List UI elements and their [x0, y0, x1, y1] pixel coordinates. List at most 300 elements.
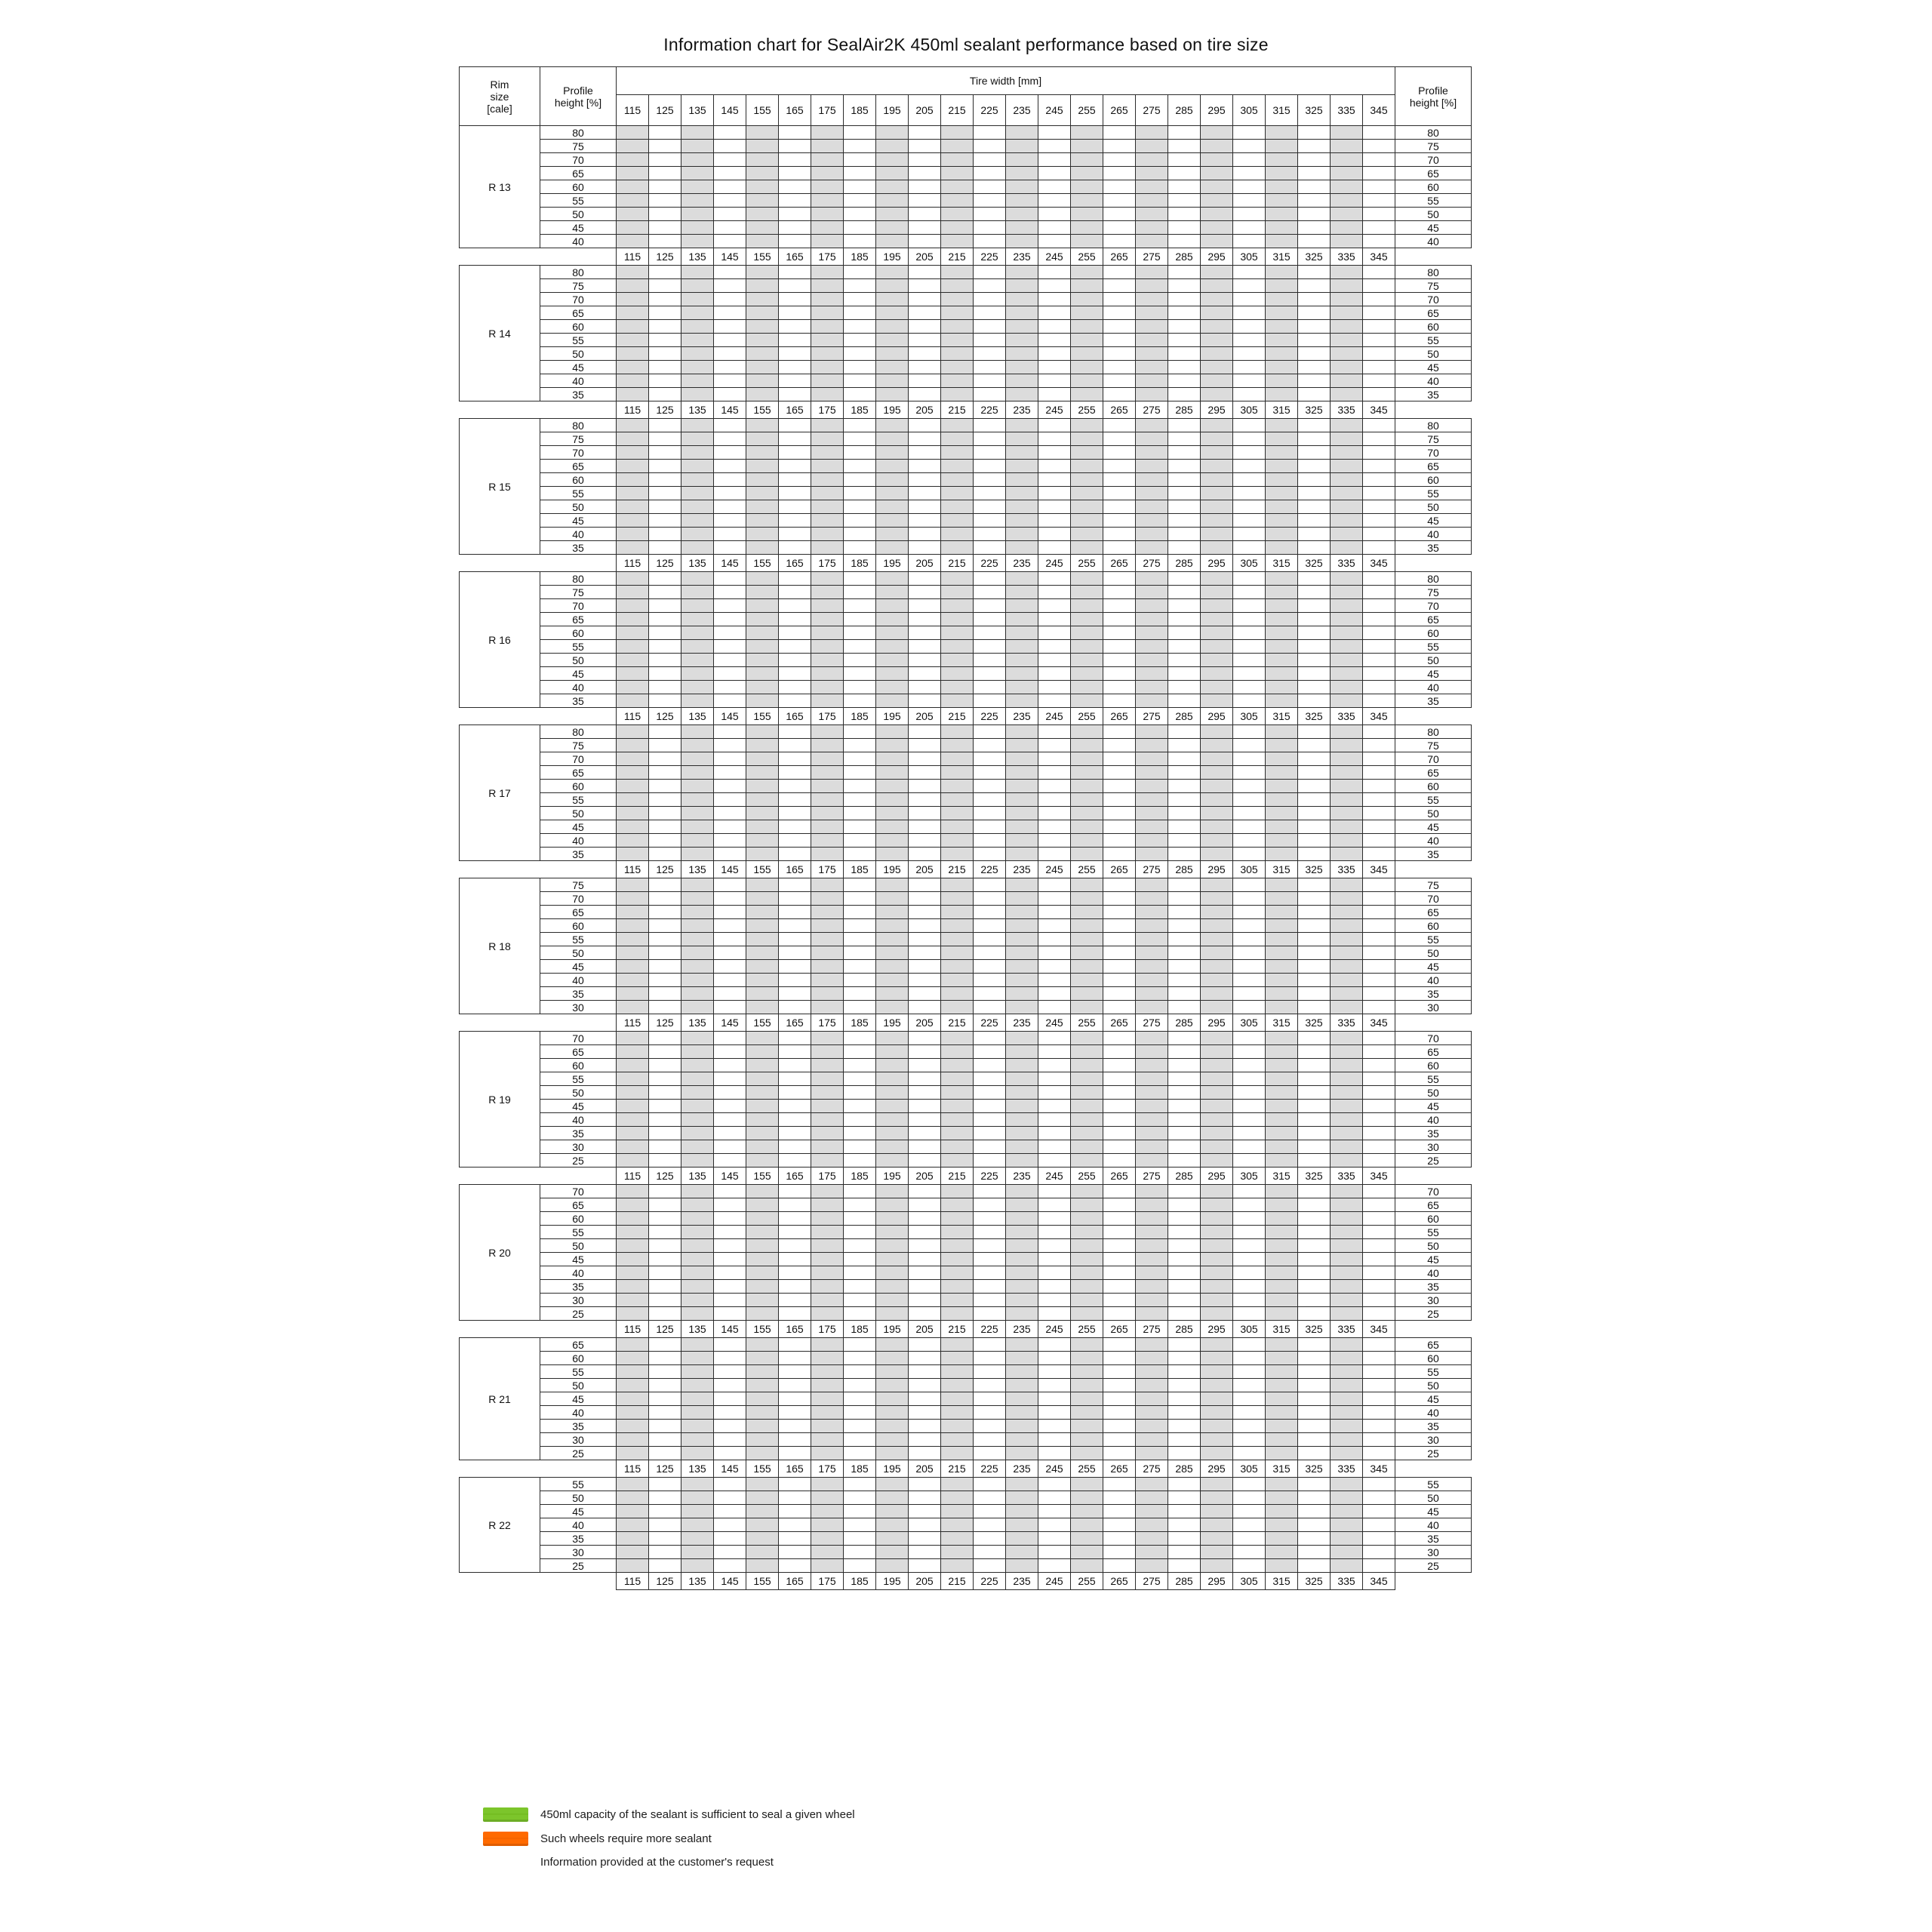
- grid-cell: [1168, 626, 1201, 640]
- grid-cell: [681, 987, 714, 1001]
- profile-height-left: 50: [540, 1379, 617, 1392]
- grid-cell: [1331, 1338, 1363, 1352]
- grid-cell: [811, 1559, 844, 1573]
- grid-cell: [617, 626, 649, 640]
- grid-cell: [1233, 1059, 1266, 1072]
- grid-cell: [779, 1072, 811, 1086]
- grid-cell: [1266, 626, 1298, 640]
- grid-cell: [1006, 933, 1038, 946]
- grid-cell: [649, 487, 681, 500]
- grid-cell: [681, 208, 714, 221]
- grid-cell: [844, 780, 876, 793]
- axis-width-345: 345: [1363, 401, 1395, 419]
- grid-cell: [909, 987, 941, 1001]
- grid-cell: [1298, 541, 1331, 555]
- grid-cell: [941, 221, 974, 235]
- grid-cell: [1201, 892, 1233, 906]
- grid-cell: [779, 500, 811, 514]
- grid-cell: [617, 987, 649, 1001]
- grid-cell: [1201, 293, 1233, 306]
- axis-width-235: 235: [1006, 861, 1038, 878]
- grid-cell: [1331, 320, 1363, 334]
- grid-cell: [1363, 586, 1395, 599]
- axis-width-305: 305: [1233, 555, 1266, 572]
- axis-width-275: 275: [1136, 401, 1168, 419]
- grid-cell: [681, 613, 714, 626]
- grid-cell: [811, 572, 844, 586]
- grid-cell: [681, 1253, 714, 1266]
- grid-cell: [714, 906, 746, 919]
- axis-width-325: 325: [1298, 708, 1331, 725]
- grid-cell: [1136, 1352, 1168, 1365]
- grid-cell: [844, 279, 876, 293]
- grid-cell: [617, 419, 649, 432]
- grid-cell: [1006, 681, 1038, 694]
- width-axis-repeat-row: [460, 1168, 1472, 1185]
- grid-cell: [974, 752, 1006, 766]
- grid-cell: [844, 528, 876, 541]
- table-row: [460, 654, 1472, 667]
- grid-cell: [617, 892, 649, 906]
- grid-cell: [1168, 1113, 1201, 1127]
- grid-cell: [681, 432, 714, 446]
- grid-cell: [617, 1253, 649, 1266]
- grid-cell: [811, 361, 844, 374]
- grid-cell: [974, 153, 1006, 167]
- grid-cell: [681, 807, 714, 820]
- grid-cell: [1136, 1505, 1168, 1518]
- grid-cell: [1006, 1239, 1038, 1253]
- grid-cell: [714, 1392, 746, 1406]
- grid-cell: [1363, 1100, 1395, 1113]
- grid-cell: [1331, 613, 1363, 626]
- grid-cell: [649, 460, 681, 473]
- grid-cell: [844, 1072, 876, 1086]
- grid-cell: [974, 500, 1006, 514]
- grid-cell: [876, 473, 909, 487]
- grid-cell: [649, 1352, 681, 1365]
- grid-cell: [844, 446, 876, 460]
- grid-cell: [1168, 460, 1201, 473]
- axis-width-125: 125: [649, 1168, 681, 1185]
- grid-cell: [974, 1365, 1006, 1379]
- grid-cell: [909, 1294, 941, 1307]
- grid-cell: [1298, 374, 1331, 388]
- grid-cell: [1168, 933, 1201, 946]
- spacer: [1395, 401, 1472, 419]
- grid-cell: [714, 1086, 746, 1100]
- grid-cell: [844, 1392, 876, 1406]
- grid-cell: [746, 1352, 779, 1365]
- axis-width-135: 135: [681, 861, 714, 878]
- axis-width-325: 325: [1298, 1573, 1331, 1590]
- grid-cell: [811, 1365, 844, 1379]
- profile-height-left: 40: [540, 1518, 617, 1532]
- grid-cell: [909, 974, 941, 987]
- grid-cell: [909, 626, 941, 640]
- grid-cell: [779, 1086, 811, 1100]
- grid-cell: [1103, 500, 1136, 514]
- grid-cell: [844, 807, 876, 820]
- grid-cell: [1331, 892, 1363, 906]
- grid-cell: [714, 347, 746, 361]
- grid-cell: [1266, 446, 1298, 460]
- grid-cell: [876, 126, 909, 140]
- grid-cell: [1298, 266, 1331, 279]
- rim-size-label-r14: R 14: [460, 266, 540, 401]
- grid-cell: [1201, 153, 1233, 167]
- grid-cell: [1103, 1198, 1136, 1212]
- grid-cell: [1363, 1433, 1395, 1447]
- grid-cell: [1103, 1420, 1136, 1433]
- grid-cell: [746, 1113, 779, 1127]
- grid-cell: [1298, 1505, 1331, 1518]
- grid-cell: [779, 752, 811, 766]
- grid-cell: [1331, 848, 1363, 861]
- grid-cell: [1331, 446, 1363, 460]
- grid-cell: [779, 1212, 811, 1226]
- grid-cell: [1071, 208, 1103, 221]
- grid-cell: [811, 1518, 844, 1532]
- grid-cell: [1266, 528, 1298, 541]
- grid-cell: [1006, 487, 1038, 500]
- grid-cell: [974, 1059, 1006, 1072]
- grid-cell: [1168, 1280, 1201, 1294]
- grid-cell: [779, 361, 811, 374]
- grid-cell: [909, 933, 941, 946]
- grid-cell: [1266, 473, 1298, 487]
- axis-width-325: 325: [1298, 248, 1331, 266]
- grid-cell: [876, 1140, 909, 1154]
- grid-cell: [1331, 347, 1363, 361]
- table-row: [460, 807, 1472, 820]
- grid-cell: [1071, 1518, 1103, 1532]
- grid-cell: [1168, 1154, 1201, 1168]
- grid-cell: [617, 878, 649, 892]
- grid-cell: [1331, 126, 1363, 140]
- axis-width-115: 115: [617, 555, 649, 572]
- grid-cell: [714, 320, 746, 334]
- grid-cell: [681, 1433, 714, 1447]
- grid-cell: [1006, 1113, 1038, 1127]
- grid-cell: [714, 878, 746, 892]
- grid-cell: [941, 987, 974, 1001]
- grid-cell: [746, 1253, 779, 1266]
- grid-cell: [1071, 1420, 1103, 1433]
- grid-cell: [1071, 1433, 1103, 1447]
- axis-width-235: 235: [1006, 1573, 1038, 1590]
- grid-cell: [1331, 1113, 1363, 1127]
- grid-cell: [1136, 1406, 1168, 1420]
- grid-cell: [876, 487, 909, 500]
- grid-cell: [941, 834, 974, 848]
- table-row: [460, 1226, 1472, 1239]
- grid-cell: [1103, 1266, 1136, 1280]
- grid-cell: [1201, 1086, 1233, 1100]
- grid-cell: [1298, 1546, 1331, 1559]
- grid-cell: [876, 374, 909, 388]
- grid-cell: [1298, 1198, 1331, 1212]
- grid-cell: [844, 1100, 876, 1113]
- axis-width-115: 115: [617, 708, 649, 725]
- grid-cell: [1103, 1140, 1136, 1154]
- table-row: [460, 1505, 1472, 1518]
- grid-cell: [1201, 473, 1233, 487]
- axis-width-125: 125: [649, 1014, 681, 1032]
- grid-cell: [876, 1045, 909, 1059]
- grid-cell: [844, 1491, 876, 1505]
- grid-cell: [1266, 1045, 1298, 1059]
- grid-cell: [714, 613, 746, 626]
- grid-cell: [779, 974, 811, 987]
- grid-cell: [1233, 599, 1266, 613]
- grid-cell: [1201, 1266, 1233, 1280]
- grid-cell: [1038, 541, 1071, 555]
- grid-cell: [811, 1266, 844, 1280]
- axis-width-315: 315: [1266, 1573, 1298, 1590]
- header-width-335: 335: [1331, 95, 1363, 126]
- grid-cell: [681, 235, 714, 248]
- grid-cell: [876, 1365, 909, 1379]
- grid-cell: [1266, 807, 1298, 820]
- grid-cell: [844, 1239, 876, 1253]
- grid-cell: [617, 1532, 649, 1546]
- grid-cell: [1103, 667, 1136, 681]
- grid-cell: [649, 374, 681, 388]
- profile-height-left: 55: [540, 1365, 617, 1379]
- grid-cell: [1071, 1307, 1103, 1321]
- grid-cell: [1266, 878, 1298, 892]
- grid-cell: [649, 1379, 681, 1392]
- grid-cell: [1136, 528, 1168, 541]
- grid-cell: [1331, 834, 1363, 848]
- grid-cell: [746, 987, 779, 1001]
- grid-cell: [617, 766, 649, 780]
- grid-cell: [1363, 1032, 1395, 1045]
- grid-cell: [909, 235, 941, 248]
- profile-height-left: 35: [540, 1532, 617, 1546]
- grid-cell: [844, 1294, 876, 1307]
- grid-cell: [779, 987, 811, 1001]
- grid-cell: [617, 1491, 649, 1505]
- grid-cell: [844, 848, 876, 861]
- grid-cell: [681, 460, 714, 473]
- axis-width-215: 215: [941, 1460, 974, 1478]
- table-row: [460, 960, 1472, 974]
- grid-cell: [1071, 1072, 1103, 1086]
- grid-cell: [714, 208, 746, 221]
- grid-cell: [1201, 766, 1233, 780]
- grid-cell: [1103, 834, 1136, 848]
- grid-cell: [746, 820, 779, 834]
- grid-cell: [649, 1266, 681, 1280]
- grid-cell: [1233, 1365, 1266, 1379]
- grid-cell: [1233, 654, 1266, 667]
- grid-cell: [844, 266, 876, 279]
- grid-cell: [1038, 487, 1071, 500]
- grid-cell: [779, 235, 811, 248]
- grid-cell: [714, 432, 746, 446]
- axis-width-235: 235: [1006, 555, 1038, 572]
- grid-cell: [1201, 1294, 1233, 1307]
- grid-cell: [974, 388, 1006, 401]
- profile-height-left: 30: [540, 1294, 617, 1307]
- grid-cell: [811, 613, 844, 626]
- grid-cell: [1168, 388, 1201, 401]
- grid-cell: [746, 194, 779, 208]
- grid-cell: [1038, 960, 1071, 974]
- grid-cell: [1201, 541, 1233, 555]
- grid-cell: [714, 960, 746, 974]
- grid-cell: [779, 1478, 811, 1491]
- grid-cell: [1103, 1239, 1136, 1253]
- grid-cell: [779, 933, 811, 946]
- grid-cell: [1006, 1546, 1038, 1559]
- axis-width-345: 345: [1363, 861, 1395, 878]
- grid-cell: [811, 1491, 844, 1505]
- grid-cell: [1266, 1559, 1298, 1573]
- grid-cell: [1201, 1100, 1233, 1113]
- table-row: [460, 1100, 1472, 1113]
- grid-cell: [974, 1100, 1006, 1113]
- axis-width-115: 115: [617, 1460, 649, 1478]
- profile-height-left: 75: [540, 586, 617, 599]
- grid-cell: [941, 766, 974, 780]
- grid-cell: [1168, 419, 1201, 432]
- profile-height-right: 50: [1395, 347, 1472, 361]
- grid-cell: [1136, 1518, 1168, 1532]
- grid-cell: [714, 1433, 746, 1447]
- grid-cell: [1233, 1546, 1266, 1559]
- table-row: [460, 1239, 1472, 1253]
- grid-cell: [617, 1559, 649, 1573]
- grid-cell: [1038, 834, 1071, 848]
- grid-cell: [941, 334, 974, 347]
- grid-cell: [714, 1491, 746, 1505]
- grid-cell: [779, 694, 811, 708]
- axis-width-185: 185: [844, 1014, 876, 1032]
- grid-cell: [974, 334, 1006, 347]
- profile-height-right: 35: [1395, 1280, 1472, 1294]
- grid-cell: [1266, 1518, 1298, 1532]
- grid-cell: [1103, 1086, 1136, 1100]
- grid-cell: [941, 1045, 974, 1059]
- header-width-245: 245: [1038, 95, 1071, 126]
- grid-cell: [844, 725, 876, 739]
- grid-cell: [876, 572, 909, 586]
- grid-cell: [1201, 1239, 1233, 1253]
- profile-height-left: 60: [540, 1352, 617, 1365]
- grid-cell: [617, 974, 649, 987]
- grid-cell: [909, 1212, 941, 1226]
- grid-cell: [811, 1420, 844, 1433]
- grid-cell: [1363, 1072, 1395, 1086]
- grid-cell: [649, 820, 681, 834]
- axis-width-295: 295: [1201, 1573, 1233, 1590]
- axis-width-255: 255: [1071, 1460, 1103, 1478]
- table-row: [460, 780, 1472, 793]
- profile-height-right: 40: [1395, 374, 1472, 388]
- grid-cell: [1298, 946, 1331, 960]
- grid-cell: [1233, 892, 1266, 906]
- grid-cell: [876, 1072, 909, 1086]
- axis-width-335: 335: [1331, 861, 1363, 878]
- grid-cell: [1103, 878, 1136, 892]
- axis-width-115: 115: [617, 1573, 649, 1590]
- grid-cell: [1331, 194, 1363, 208]
- grid-cell: [1266, 541, 1298, 555]
- profile-height-left: 70: [540, 153, 617, 167]
- axis-width-235: 235: [1006, 1168, 1038, 1185]
- grid-cell: [876, 1532, 909, 1546]
- grid-cell: [1168, 208, 1201, 221]
- axis-width-235: 235: [1006, 248, 1038, 266]
- grid-cell: [681, 752, 714, 766]
- grid-cell: [617, 820, 649, 834]
- grid-cell: [1233, 739, 1266, 752]
- grid-cell: [1038, 221, 1071, 235]
- grid-cell: [811, 1338, 844, 1352]
- table-row: [460, 293, 1472, 306]
- grid-cell: [681, 1294, 714, 1307]
- grid-cell: [1168, 374, 1201, 388]
- grid-cell: [1071, 820, 1103, 834]
- grid-cell: [941, 1113, 974, 1127]
- grid-cell: [1136, 1478, 1168, 1491]
- axis-width-145: 145: [714, 248, 746, 266]
- grid-cell: [1006, 586, 1038, 599]
- grid-cell: [1201, 807, 1233, 820]
- grid-cell: [1233, 906, 1266, 919]
- grid-cell: [1266, 1072, 1298, 1086]
- grid-cell: [617, 1072, 649, 1086]
- grid-cell: [844, 586, 876, 599]
- grid-cell: [681, 347, 714, 361]
- grid-cell: [941, 906, 974, 919]
- grid-cell: [779, 1001, 811, 1014]
- grid-cell: [941, 919, 974, 933]
- grid-cell: [1136, 694, 1168, 708]
- grid-cell: [617, 446, 649, 460]
- legend-green-swatch: [483, 1807, 528, 1822]
- grid-cell: [1168, 892, 1201, 906]
- grid-cell: [746, 347, 779, 361]
- grid-cell: [649, 1307, 681, 1321]
- grid-cell: [1233, 347, 1266, 361]
- profile-height-left: 50: [540, 208, 617, 221]
- grid-cell: [974, 374, 1006, 388]
- profile-height-right: 80: [1395, 419, 1472, 432]
- grid-cell: [617, 374, 649, 388]
- axis-width-245: 245: [1038, 1014, 1071, 1032]
- profile-height-right: 30: [1395, 1140, 1472, 1154]
- axis-width-335: 335: [1331, 1573, 1363, 1590]
- grid-cell: [876, 1379, 909, 1392]
- grid-cell: [1103, 1154, 1136, 1168]
- grid-cell: [1298, 167, 1331, 180]
- grid-cell: [617, 235, 649, 248]
- table-row: [460, 514, 1472, 528]
- profile-height-right: 65: [1395, 613, 1472, 626]
- grid-cell: [1136, 1185, 1168, 1198]
- grid-cell: [941, 1154, 974, 1168]
- grid-cell: [1298, 960, 1331, 974]
- legend-item-green: [483, 1807, 855, 1822]
- grid-cell: [909, 1307, 941, 1321]
- grid-cell: [1266, 572, 1298, 586]
- spacer: [540, 555, 617, 572]
- grid-cell: [1363, 1059, 1395, 1072]
